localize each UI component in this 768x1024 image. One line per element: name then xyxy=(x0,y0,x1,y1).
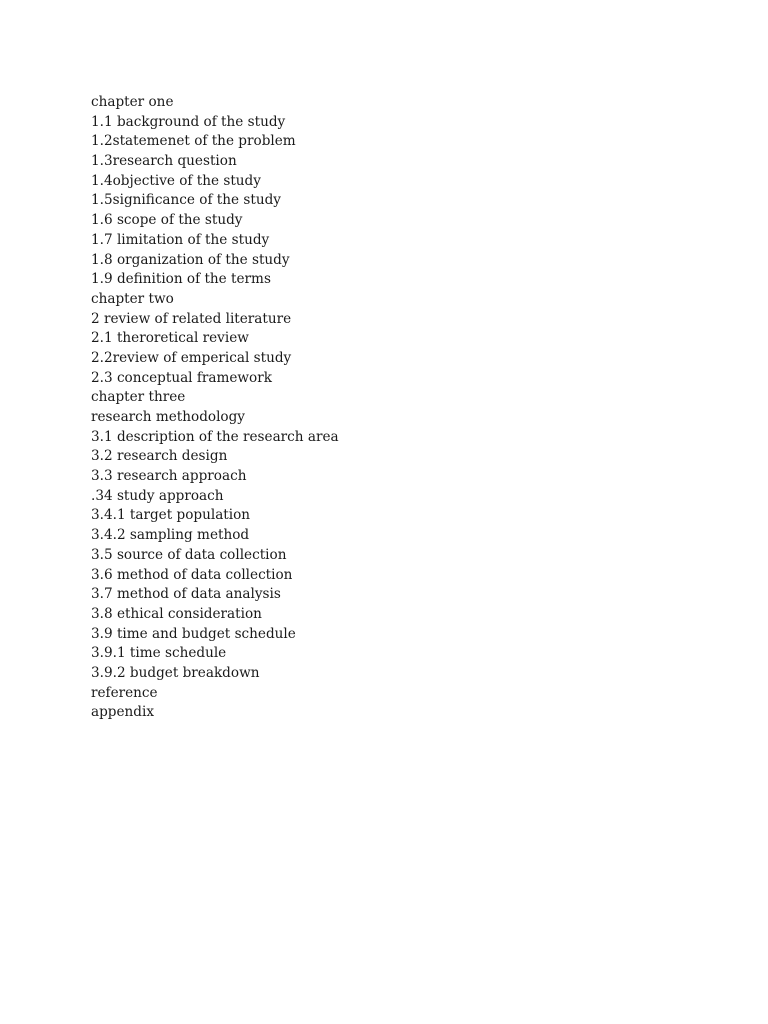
toc-line: 1.5significance of the study xyxy=(91,192,281,209)
toc-line: chapter three xyxy=(91,389,186,406)
toc-line: 3.1 description of the research area xyxy=(91,428,339,445)
toc-line: 3.6 method of data collection xyxy=(91,566,293,583)
toc-line: reference xyxy=(91,684,158,701)
toc-line: 3.9 time and budget schedule xyxy=(91,625,296,642)
toc-line: 2.2review of emperical study xyxy=(91,349,292,366)
toc-line: 3.2 research design xyxy=(91,448,228,465)
toc-line: 2 review of related literature xyxy=(91,310,292,327)
toc-line: chapter two xyxy=(91,290,174,307)
toc-line: 1.4objective of the study xyxy=(91,172,261,189)
toc-line: 3.3 research approach xyxy=(91,468,247,485)
toc-line: 3.7 method of data analysis xyxy=(91,586,281,603)
toc-line: 1.8 organization of the study xyxy=(91,251,290,268)
toc-line: 3.9.1 time schedule xyxy=(91,645,227,662)
toc-line: chapter one xyxy=(91,94,174,110)
toc-line: appendix xyxy=(91,704,155,721)
toc-line: 3.4.1 target population xyxy=(91,507,251,524)
toc-line: 1.7 limitation of the study xyxy=(91,231,270,248)
toc-line: 3.4.2 sampling method xyxy=(91,527,250,544)
toc-line: 1.6 scope of the study xyxy=(91,212,243,229)
toc-line: 2.1 theroretical review xyxy=(91,330,249,347)
toc-line: 1.3research question xyxy=(91,153,237,170)
table-of-contents xyxy=(91,93,339,723)
toc-line: 1.1 background of the study xyxy=(91,113,286,130)
toc-line: research methodology xyxy=(91,409,245,425)
toc-line: 3.9.2 budget breakdown xyxy=(91,664,260,681)
toc-line: 3.8 ethical consideration xyxy=(91,605,262,622)
toc-line: .34 study approach xyxy=(91,487,224,504)
toc-line: 3.5 source of data collection xyxy=(91,546,287,563)
toc-line: 1.9 definition of the terms xyxy=(91,271,271,288)
toc-line: 1.2statemenet of the problem xyxy=(91,133,296,150)
toc-line: 2.3 conceptual framework xyxy=(91,369,272,386)
